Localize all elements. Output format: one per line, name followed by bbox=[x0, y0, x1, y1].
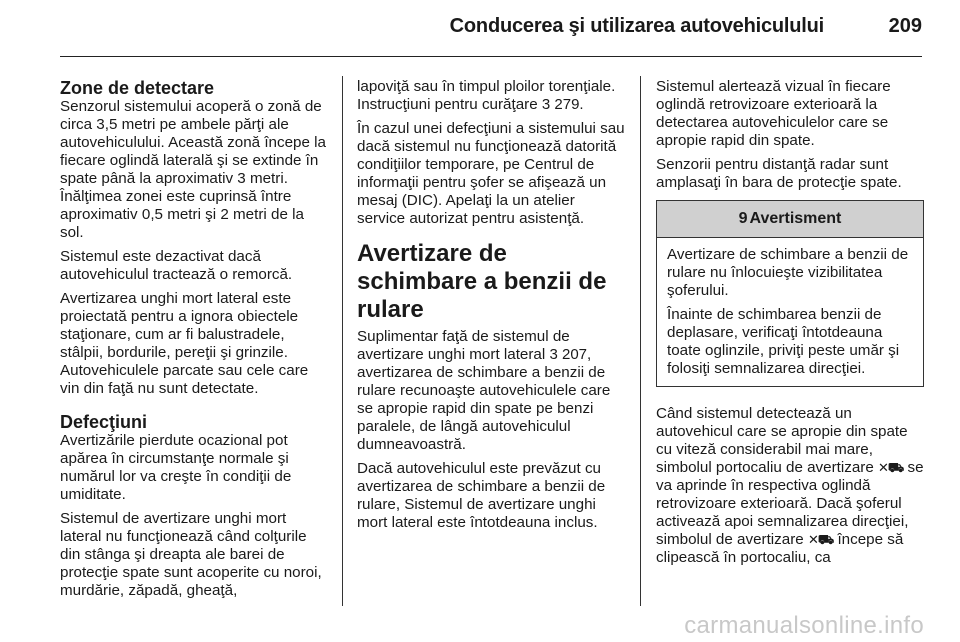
warning-paragraph: Înainte de schimbarea benzii de deplasare, verificaţi întotdeauna toate oglinzile, priviţi peste umăr şi folosiţi semnalizarea direcţiei. bbox=[667, 306, 900, 377]
warning-paragraph: Avertizare de schimbare a benzii de rulare nu înlocuieşte vizibilitatea şoferului. bbox=[667, 246, 909, 299]
warning-title: Avertisment bbox=[749, 210, 842, 227]
warning-icon: 9 bbox=[738, 210, 748, 227]
column-1 bbox=[60, 78, 328, 606]
paragraph: Sistemul este dezactivat dacă autovehiculul tractează o remorcă. bbox=[60, 248, 293, 283]
heading-malfunctions: Defecţiuni bbox=[60, 412, 148, 432]
column-2 bbox=[357, 78, 627, 538]
paragraph: Sistemul de avertizare unghi mort lateral nu funcţionează când colţurile din stânga şi dreapta ale barei de protecţie spate sunt acoperite cu noroi, murdărie, zăpadă, gheaţă, bbox=[60, 510, 322, 599]
paragraph: Dacă autovehiculul este prevăzut cu avertizarea de schimbare a benzii de rulare, Sistemul de avertizare unghi mort lateral este întotdeauna inclus. bbox=[357, 460, 606, 531]
column-3 bbox=[656, 78, 924, 573]
watermark: carmanualsonline.info bbox=[684, 612, 924, 639]
paragraph bbox=[656, 405, 924, 567]
paragraph bbox=[357, 78, 627, 114]
paragraph-text: începe să clipească în portocaliu, ca bbox=[656, 531, 904, 566]
paragraph: În cazul unei defecţiuni a sistemului sau dacă sistemul nu funcţionează datorită condiţiilor temporare, pe Centrul de informaţii pentru şofer se afişează un mesaj (DIC). Apelaţi la un atelier service autorizat pentru asistenţă. bbox=[357, 120, 625, 227]
page-number: 209 bbox=[888, 15, 922, 37]
paragraph bbox=[357, 328, 627, 454]
column-divider-1 bbox=[342, 76, 343, 606]
blind-spot-icon: ✕⛟ bbox=[878, 460, 904, 475]
paragraph: Senzorii pentru distanţă radar sunt amplasaţi în bara de protecţie spate. bbox=[656, 156, 902, 191]
paragraph: Senzorul sistemului acoperă o zonă de circa 3,5 metri pe ambele părţi ale autovehiculului. Această zonă începe la fiecare oglindă laterală şi se extinde în spate până la aproximativ 3 metri. Înălţimea zonei este cuprinsă între aproximativ 0,5 metri şi 2 metri de la sol. bbox=[60, 98, 326, 241]
heading-lane-change-alert: Avertizare de schimbare a benzii de rulare bbox=[357, 240, 607, 323]
paragraph-text: Când sistemul detectează un autovehicul care se apropie din spate cu viteză considerabil mai mare, simbolul portocaliu de avertizare bbox=[656, 405, 908, 476]
page-header bbox=[60, 0, 922, 57]
heading-detection-zones: Zone de detectare bbox=[60, 78, 215, 98]
page-reference-link[interactable]: 3 207, bbox=[549, 346, 592, 363]
column-divider-2 bbox=[640, 76, 641, 606]
paragraph: Avertizarea unghi mort lateral este proiectată pentru a ignora obiectele staţionare, cum ar fi balustradele, stâlpii, bordurile, pereţii şi grinzile. Autovehiculele parcate sau cele care vin din faţă nu sunt detectate. bbox=[60, 290, 309, 397]
header-title: Conducerea şi utilizarea autovehiculului bbox=[449, 15, 824, 37]
blind-spot-icon: ✕⛟ bbox=[807, 532, 834, 547]
paragraph-text: Suplimentar faţă de sistemul de avertizare unghi mort lateral bbox=[357, 328, 570, 363]
paragraph: Sistemul alertează vizual în fiecare oglindă retrovizoare exterioară la detectarea autovehiculelor care se apropie rapid din spate. bbox=[656, 78, 891, 149]
page-reference-link[interactable]: 3 279. bbox=[541, 96, 584, 113]
warning-box bbox=[656, 200, 924, 387]
warning-header bbox=[657, 201, 923, 238]
paragraph-text: se va aprinde în respectiva oglindă retrovizoare exterioară. Dacă şoferul activează apoi semnalizarea direcţiei, simbolul de avertizare bbox=[656, 459, 924, 548]
paragraph: Avertizările pierdute ocazional pot apărea în circumstanţe normale şi numărul lor va creşte în condiţii de umiditate. bbox=[60, 432, 292, 503]
paragraph-text: avertizarea de schimbare a benzii de rulare recunoaşte autovehiculele care se apropie rapid din spate pe benzi paralele, de lângă autovehiculul dumneavoastră. bbox=[357, 364, 611, 453]
warning-body bbox=[657, 238, 923, 386]
paragraph-text: lapoviţă sau în timpul ploilor torenţiale. Instrucţiuni pentru curăţare bbox=[357, 78, 616, 113]
